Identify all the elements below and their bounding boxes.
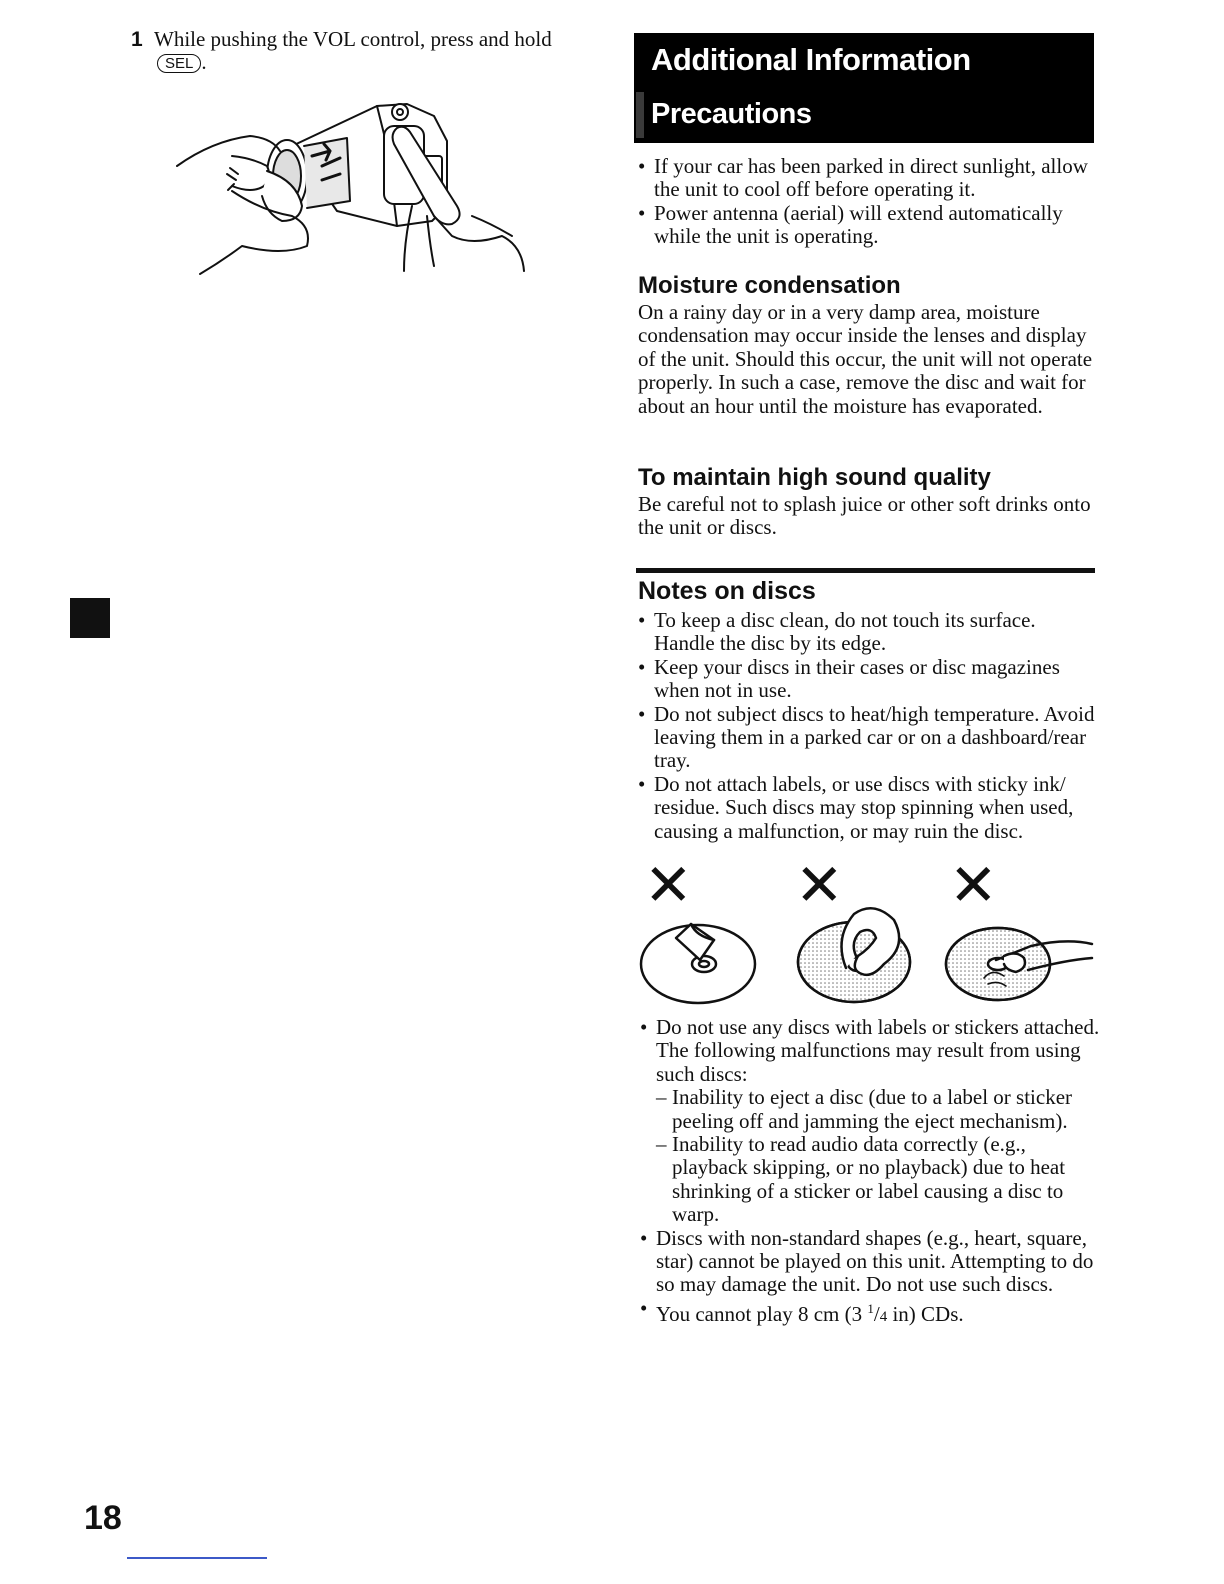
malfunction-item: – Inability to read audio data correctly (e.g., playback skipping, or no playback) due to heat shrinking of a sticker or label causing a disc to warp. <box>656 1133 1102 1227</box>
hand-pressing-sel-illustration <box>172 96 542 276</box>
disc-note-item: • Keep your discs in their cases or disc magazines when not in use. <box>638 656 1100 703</box>
step-instruction <box>154 28 574 75</box>
disc-with-label-icon <box>641 924 755 1003</box>
disc-note-item: • Do not attach labels, or use discs with sticky ink/ residue. Such discs may stop spinning when used, causing a malfunction, or may ruin the disc. <box>638 773 1100 843</box>
step-text: While pushing the VOL control, press and hold <box>154 27 552 51</box>
malfunction-list <box>656 1086 1102 1226</box>
sel-button-symbol: SEL <box>157 54 201 73</box>
fraction-slash: / <box>873 1301 880 1326</box>
section-divider <box>636 568 1095 573</box>
malfunction-item: – Inability to eject a disc (due to a label or sticker peeling off and jamming the eject mechanism). <box>656 1086 1102 1133</box>
precaution-item: • If your car has been parked in direct sunlight, allow the unit to cool off before operating it. <box>638 155 1098 202</box>
notes-on-discs-heading: Notes on discs <box>638 577 816 605</box>
moisture-paragraph: On a rainy day or in a very damp area, moisture condensation may occur inside the lenses and display of the unit. Should this occur, the unit will not operate properly. In such a case, remove the disc and wait for about an hour until the moisture has evaporated. <box>638 300 1093 418</box>
section-tab-marker <box>70 598 110 638</box>
disc-note-item: • Do not subject discs to heat/high temperature. Avoid leaving them in a parked car or on a dashboard/rear tray. <box>638 703 1100 773</box>
fraction-denominator: 4 <box>879 1308 888 1325</box>
disc-shape-note: • Discs with non-standard shapes (e.g., heart, square, star) cannot be played on this unit. Attempting to do so may damage the unit. Do not use such discs. <box>640 1227 1102 1297</box>
fraction-numerator: 1 <box>867 1300 874 1316</box>
cd-note-text-end: in) CDs. <box>887 1301 964 1326</box>
section-subtitle: Precautions <box>651 98 812 130</box>
label-warning-text: • Do not use any discs with labels or stickers attached. <box>656 1015 1100 1039</box>
prohibited-x-icon: ✕ <box>949 853 998 918</box>
disc-with-sticker-icon <box>798 908 910 1002</box>
step-number: 1 <box>131 28 143 51</box>
cd-size-note <box>640 1297 1102 1329</box>
precautions-list <box>638 155 1098 249</box>
disc-misuse-illustrations <box>636 898 1106 1010</box>
label-warning-list <box>640 1016 1102 1329</box>
sound-quality-paragraph: Be careful not to splash juice or other soft drinks onto the unit or discs. <box>638 492 1091 540</box>
cd-note-text: You cannot play 8 cm (3 <box>656 1301 868 1326</box>
disc-note-item: • To keep a disc clean, do not touch its surface. Handle the disc by its edge. <box>638 609 1100 656</box>
precaution-item: • Power antenna (aerial) will extend automatically while the unit is operating. <box>638 202 1098 249</box>
moisture-heading: Moisture condensation <box>638 272 901 299</box>
subtitle-accent-bar <box>636 92 644 138</box>
malfunction-intro: The following malfunctions may result from using such discs: <box>656 1038 1081 1086</box>
footer-rule <box>127 1557 267 1559</box>
disc-with-ink-icon <box>946 928 1092 1000</box>
page-number: 18 <box>84 1499 122 1537</box>
prohibited-x-icon: ✕ <box>644 853 693 918</box>
prohibited-x-icon: ✕ <box>795 853 844 918</box>
sound-quality-heading: To maintain high sound quality <box>638 464 991 491</box>
step-text-end: . <box>201 50 207 75</box>
section-title: Additional Information <box>651 42 971 77</box>
label-warning-item <box>640 1016 1102 1227</box>
disc-notes-list <box>638 609 1100 843</box>
